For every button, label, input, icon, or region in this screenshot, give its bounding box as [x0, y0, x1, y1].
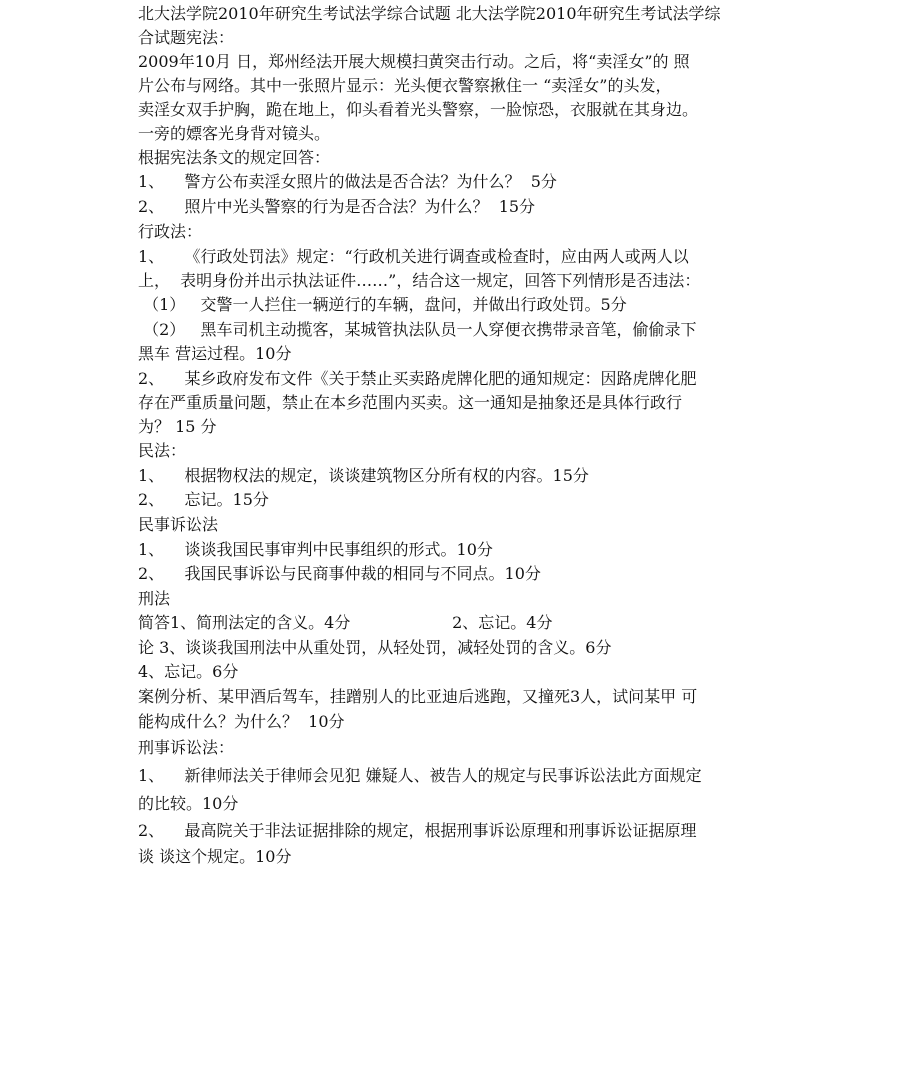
question-item: 1、 警方公布卖淫女照片的做法是否合法？为什么？ 5分	[138, 172, 557, 191]
text-line: 黑车 营运过程。10分	[138, 344, 292, 363]
question-item: 2、 我国民事诉讼与民商事仲裁的相同与不同点。10分	[138, 564, 541, 583]
question-item: 2、 忘记。15分	[138, 490, 269, 509]
question-item: 2、 最高院关于非法证据排除的规定，根据刑事诉讼原理和刑事诉讼证据原理	[138, 821, 697, 840]
sub-question: （2） 黑车司机主动揽客，某城管执法队员一人穿便衣携带录音笔，偷偷录下	[138, 320, 697, 339]
sub-question: （1） 交警一人拦住一辆逆行的车辆，盘问，并做出行政处罚。5分	[138, 295, 627, 314]
section-heading: 民法：	[138, 441, 187, 460]
section-heading: 行政法：	[138, 222, 203, 241]
section-heading: 民事诉讼法	[138, 515, 219, 534]
section-heading: 刑法	[138, 589, 171, 608]
text-line: 根据宪法条文的规定回答：	[138, 148, 331, 167]
text-line: 2009年10月 日，郑州经法开展大规模扫黄突击行动。之后，将“卖淫女”的 照	[138, 52, 690, 71]
section-heading: 刑事诉讼法：	[138, 738, 235, 757]
question-item: 1、 谈谈我国民事审判中民事组织的形式。10分	[138, 540, 493, 559]
question-item: 1、 新律师法关于律师会见犯 嫌疑人、被告人的规定与民事诉讼法此方面规定	[138, 766, 702, 785]
question-item: 4、忘记。6分	[138, 662, 239, 681]
question-item: 1、 《行政处罚法》规定：“行政机关进行调查或检查时，应由两人或两人以	[138, 247, 689, 266]
question-item: 简答1、简刑法定的含义。4分 2、忘记。4分	[138, 613, 553, 632]
text-line: 片公布与网络。其中一张照片显示：光头便衣警察揪住一 “卖淫女”的头发，	[138, 76, 672, 95]
text-line: 卖淫女双手护胸，跪在地上，仰头看着光头警察，一脸惊恐，衣服就在其身边。	[138, 100, 699, 119]
text-line: 上， 表明身份并出示执法证件……”，结合这一规定，回答下列情形是否违法：	[138, 271, 701, 290]
text-line: 存在严重质量问题，禁止在本乡范围内买卖。这一通知是抽象还是具体行政行	[138, 393, 683, 412]
question-item: 2、 照片中光头警察的行为是否合法？为什么？ 15分	[138, 197, 536, 216]
text-line: 为？ 15 分	[138, 417, 217, 436]
text-line: 谈 谈这个规定。10分	[138, 847, 292, 866]
title-line-1: 北大法学院2010年研究生考试法学综合试题 北大法学院2010年研究生考试法学综	[138, 4, 721, 23]
question-item: 案例分析、某甲酒后驾车，挂蹭别人的比亚迪后逃跑，又撞死3人，试问某甲 可	[138, 687, 698, 706]
text-line: 能构成什么？为什么？ 10分	[138, 712, 345, 731]
text-line: 的比较。10分	[138, 794, 239, 813]
question-item: 论 3、谈谈我国刑法中从重处罚，从轻处罚，减轻处罚的含义。6分	[138, 638, 612, 657]
text-line: 一旁的嫖客光身背对镜头。	[138, 124, 331, 143]
question-item: 2、 某乡政府发布文件《关于禁止买卖路虎牌化肥的通知规定：因路虎牌化肥	[138, 369, 697, 388]
question-item: 1、 根据物权法的规定，谈谈建筑物区分所有权的内容。15分	[138, 466, 589, 485]
title-line-2: 合试题宪法：	[138, 28, 235, 47]
